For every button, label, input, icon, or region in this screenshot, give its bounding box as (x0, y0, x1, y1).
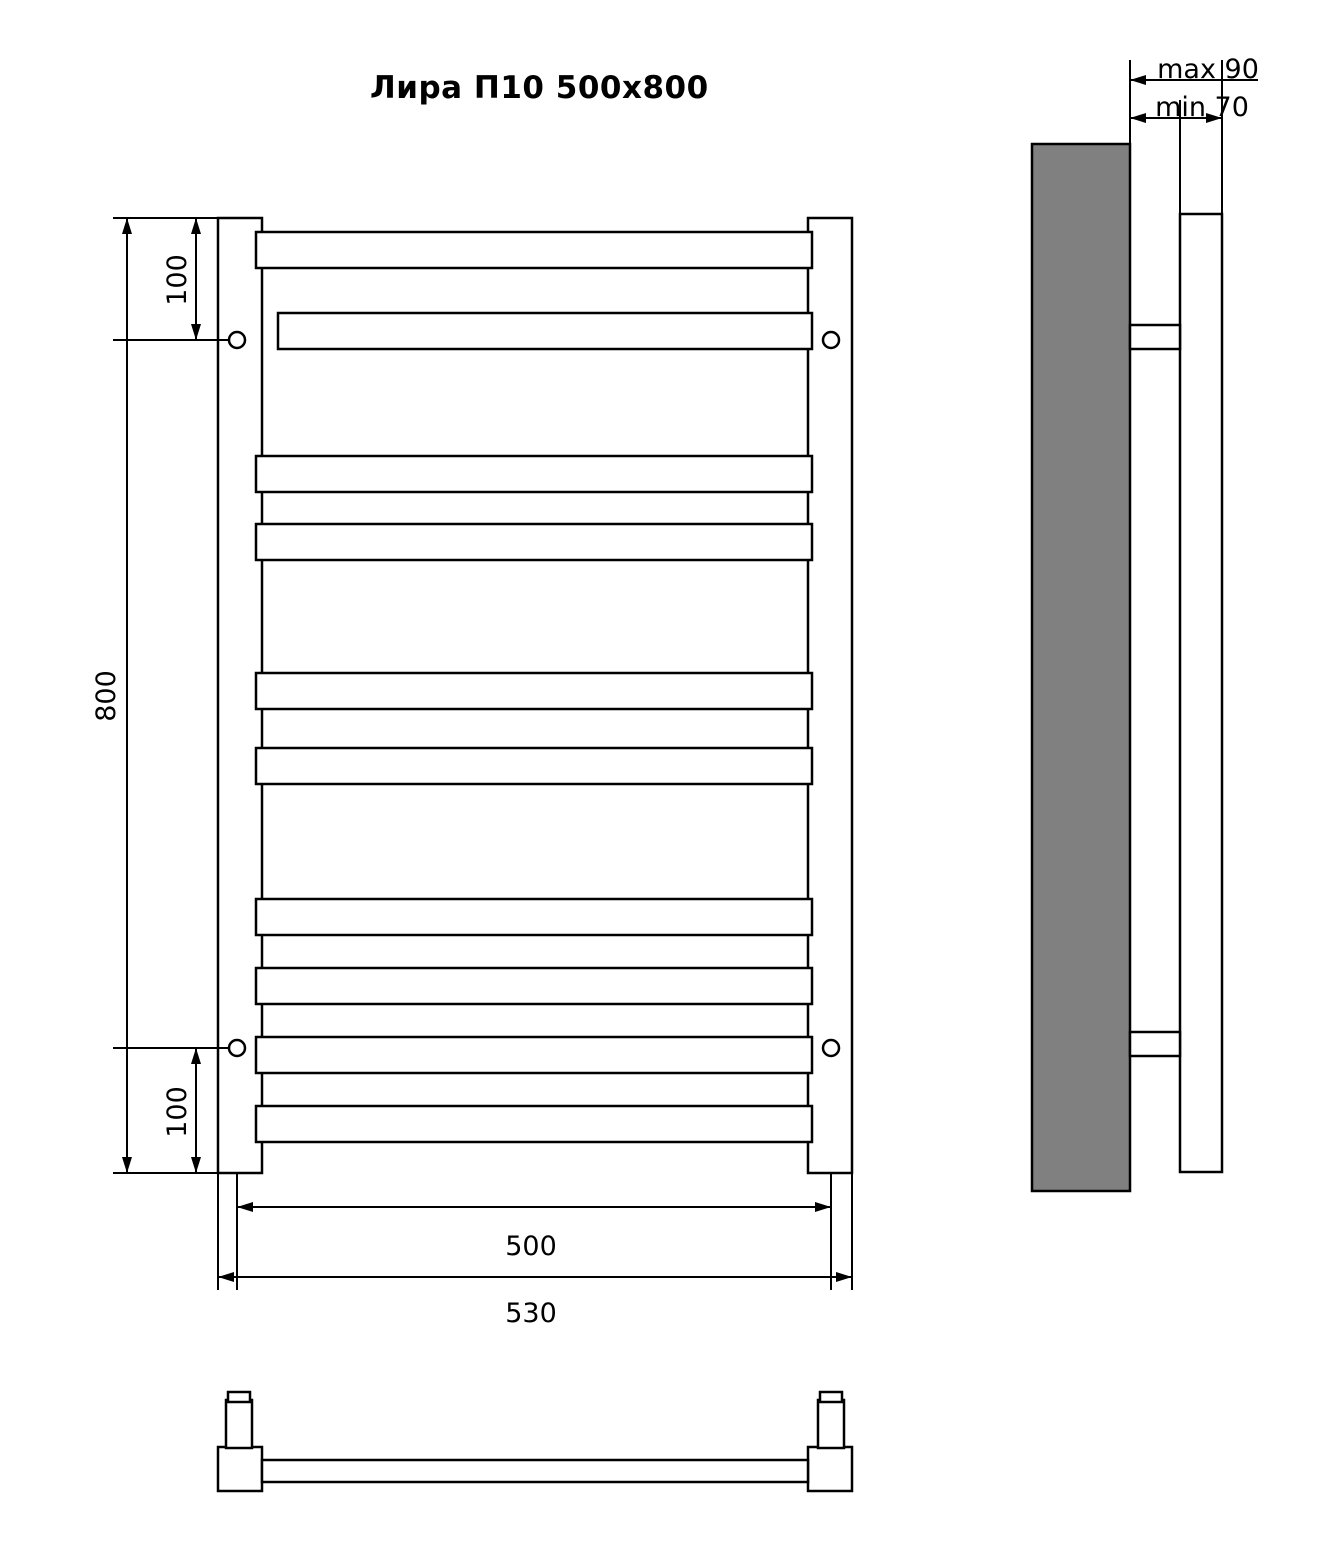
dimension-lines-left (113, 218, 228, 1173)
rail (278, 313, 812, 349)
top-view-right-cap (820, 1392, 842, 1402)
side-view-group (1032, 60, 1258, 1191)
rail (256, 524, 812, 560)
rail (256, 456, 812, 492)
rail (256, 899, 812, 935)
dim-label-height-800: 800 (91, 670, 122, 722)
top-view-left-stem (226, 1400, 252, 1448)
dim-label-max-90: max 90 (1157, 54, 1259, 85)
top-view-left-foot (218, 1447, 262, 1491)
rail (256, 232, 812, 268)
page-title: Лира П10 500x800 (370, 70, 709, 106)
top-view-bar (262, 1460, 808, 1482)
rail (256, 1037, 812, 1073)
mount-point (229, 332, 245, 348)
wall-bracket-top (1130, 325, 1180, 349)
right-post (808, 218, 852, 1173)
side-profile (1180, 214, 1222, 1172)
rail (256, 1106, 812, 1142)
dim-label-min-70: min 70 (1155, 92, 1249, 123)
front-view-group (218, 218, 852, 1173)
rail (256, 748, 812, 784)
rail (256, 673, 812, 709)
wall-slab (1032, 144, 1130, 1191)
mount-point (823, 332, 839, 348)
top-view-right-foot (808, 1447, 852, 1491)
mount-point (823, 1040, 839, 1056)
wall-bracket-bottom (1130, 1032, 1180, 1056)
top-view-right-stem (818, 1400, 844, 1448)
mount-point (229, 1040, 245, 1056)
dim-label-width-530: 530 (505, 1298, 557, 1329)
top-view-left-cap (228, 1392, 250, 1402)
rail (256, 968, 812, 1004)
dim-label-width-500: 500 (505, 1231, 557, 1262)
dim-label-bottom-100: 100 (162, 1086, 193, 1138)
dim-label-top-100: 100 (162, 254, 193, 306)
top-view-group (218, 1392, 852, 1491)
